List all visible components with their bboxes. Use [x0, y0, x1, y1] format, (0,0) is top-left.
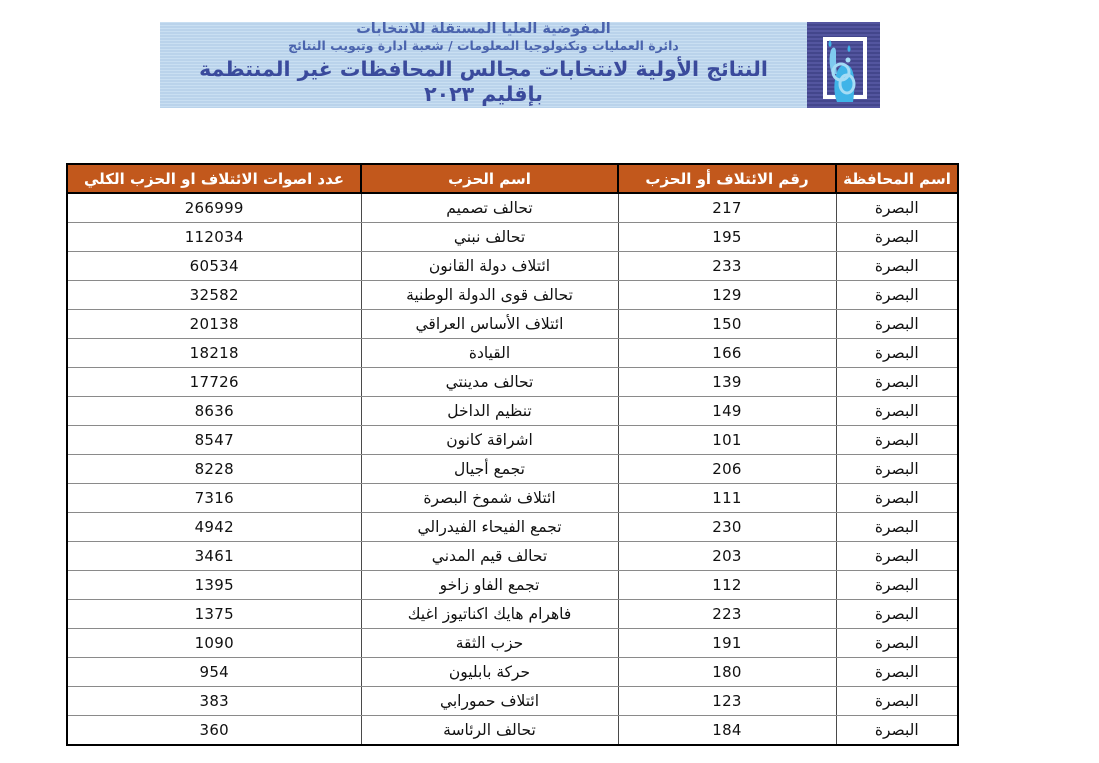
cell-governorate: البصرة — [836, 716, 958, 746]
cell-votes: 7316 — [67, 484, 361, 513]
cell-party: حركة بابليون — [361, 658, 618, 687]
cell-party: تحالف نبني — [361, 223, 618, 252]
header-governorate: اسم المحافظة — [836, 164, 958, 193]
cell-party: ائتلاف دولة القانون — [361, 252, 618, 281]
cell-party: تحالف تصميم — [361, 193, 618, 223]
table-row — [67, 281, 958, 310]
header-banner — [160, 22, 880, 108]
results-table — [66, 163, 959, 746]
cell-governorate: البصرة — [836, 281, 958, 310]
table-row — [67, 368, 958, 397]
cell-party: تجمع الفيحاء الفيدرالي — [361, 513, 618, 542]
cell-party: تحالف الرئاسة — [361, 716, 618, 746]
cell-votes: 1090 — [67, 629, 361, 658]
cell-number: 149 — [618, 397, 836, 426]
cell-governorate: البصرة — [836, 629, 958, 658]
cell-votes: 954 — [67, 658, 361, 687]
department-line: دائرة العمليات وتكنولوجيا المعلومات / شعبة ادارة وتبويب النتائج — [288, 38, 679, 54]
ballot-hand-icon — [807, 22, 880, 108]
table-row — [67, 193, 958, 223]
results-table-body — [67, 193, 958, 745]
cell-party: تجمع الفاو زاخو — [361, 571, 618, 600]
cell-governorate: البصرة — [836, 193, 958, 223]
header-coalition-number: رقم الائتلاف أو الحزب — [618, 164, 836, 193]
cell-governorate: البصرة — [836, 542, 958, 571]
cell-governorate: البصرة — [836, 600, 958, 629]
cell-party: ائتلاف الأساس العراقي — [361, 310, 618, 339]
cell-number: 206 — [618, 455, 836, 484]
cell-party: ائتلاف شموخ البصرة — [361, 484, 618, 513]
cell-number: 111 — [618, 484, 836, 513]
table-row — [67, 310, 958, 339]
cell-governorate: البصرة — [836, 658, 958, 687]
cell-number: 217 — [618, 193, 836, 223]
commission-name: المفوضية العليا المستقلة للانتخابات — [356, 21, 611, 38]
cell-number: 230 — [618, 513, 836, 542]
table-row — [67, 687, 958, 716]
cell-governorate: البصرة — [836, 571, 958, 600]
cell-votes: 266999 — [67, 193, 361, 223]
cell-number: 195 — [618, 223, 836, 252]
cell-votes: 1395 — [67, 571, 361, 600]
cell-party: القيادة — [361, 339, 618, 368]
table-row — [67, 571, 958, 600]
cell-party: تحالف مدينتي — [361, 368, 618, 397]
cell-governorate: البصرة — [836, 223, 958, 252]
table-row — [67, 542, 958, 571]
cell-votes: 3461 — [67, 542, 361, 571]
cell-number: 180 — [618, 658, 836, 687]
cell-governorate: البصرة — [836, 397, 958, 426]
cell-votes: 60534 — [67, 252, 361, 281]
report-title: النتائج الأولية لانتخابات مجالس المحافظات غير المنتظمة بإقليم ٢٠٢٣ — [199, 56, 768, 107]
table-header-row — [67, 164, 958, 193]
cell-number: 166 — [618, 339, 836, 368]
cell-votes: 8547 — [67, 426, 361, 455]
cell-governorate: البصرة — [836, 687, 958, 716]
cell-party: تجمع أجيال — [361, 455, 618, 484]
cell-number: 129 — [618, 281, 836, 310]
cell-number: 223 — [618, 600, 836, 629]
cell-number: 139 — [618, 368, 836, 397]
cell-number: 123 — [618, 687, 836, 716]
cell-governorate: البصرة — [836, 513, 958, 542]
ihec-logo — [807, 22, 880, 108]
cell-votes: 8228 — [67, 455, 361, 484]
cell-party: تنظيم الداخل — [361, 397, 618, 426]
cell-number: 101 — [618, 426, 836, 455]
cell-party: تحالف قوى الدولة الوطنية — [361, 281, 618, 310]
cell-votes: 17726 — [67, 368, 361, 397]
cell-party: حزب الثقة — [361, 629, 618, 658]
banner-text-block — [160, 22, 807, 108]
cell-votes: 32582 — [67, 281, 361, 310]
cell-number: 203 — [618, 542, 836, 571]
cell-number: 112 — [618, 571, 836, 600]
cell-governorate: البصرة — [836, 368, 958, 397]
cell-number: 191 — [618, 629, 836, 658]
cell-votes: 20138 — [67, 310, 361, 339]
cell-votes: 383 — [67, 687, 361, 716]
table-row — [67, 600, 958, 629]
cell-party: تحالف قيم المدني — [361, 542, 618, 571]
table-row — [67, 513, 958, 542]
cell-governorate: البصرة — [836, 455, 958, 484]
cell-votes: 112034 — [67, 223, 361, 252]
cell-party: فاهرام هايك اكناتيوز اغيك — [361, 600, 618, 629]
header-party-name: اسم الحزب — [361, 164, 618, 193]
cell-votes: 360 — [67, 716, 361, 746]
table-row — [67, 658, 958, 687]
cell-number: 233 — [618, 252, 836, 281]
table-row — [67, 397, 958, 426]
cell-governorate: البصرة — [836, 252, 958, 281]
table-row — [67, 339, 958, 368]
cell-governorate: البصرة — [836, 339, 958, 368]
table-row — [67, 223, 958, 252]
table-row — [67, 629, 958, 658]
cell-governorate: البصرة — [836, 426, 958, 455]
table-row — [67, 716, 958, 746]
cell-votes: 4942 — [67, 513, 361, 542]
cell-party: اشراقة كانون — [361, 426, 618, 455]
cell-party: ائتلاف حمورابي — [361, 687, 618, 716]
table-row — [67, 455, 958, 484]
cell-governorate: البصرة — [836, 484, 958, 513]
cell-number: 150 — [618, 310, 836, 339]
cell-votes: 18218 — [67, 339, 361, 368]
cell-number: 184 — [618, 716, 836, 746]
table-row — [67, 252, 958, 281]
header-total-votes: عدد اصوات الائتلاف او الحزب الكلي — [67, 164, 361, 193]
table-row — [67, 426, 958, 455]
cell-votes: 1375 — [67, 600, 361, 629]
table-row — [67, 484, 958, 513]
cell-votes: 8636 — [67, 397, 361, 426]
cell-governorate: البصرة — [836, 310, 958, 339]
